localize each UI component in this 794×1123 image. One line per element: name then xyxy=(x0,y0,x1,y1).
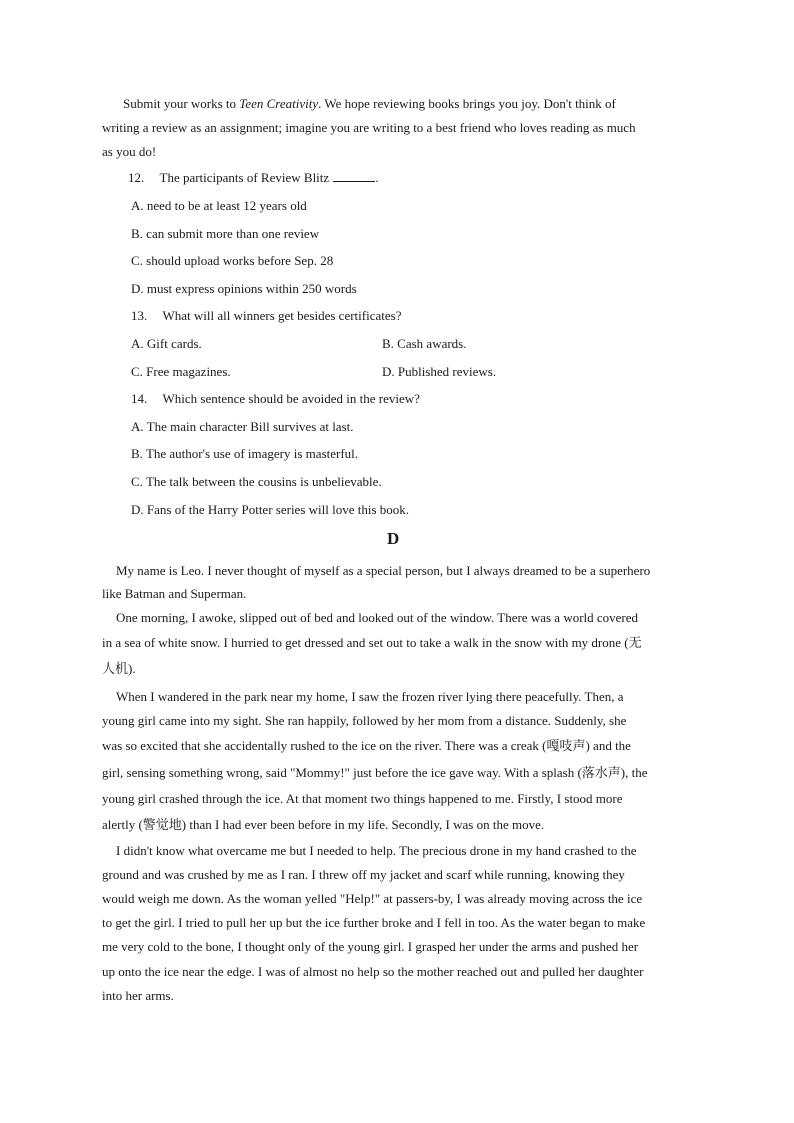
question-number: 13. xyxy=(131,308,148,323)
option-letter: B. xyxy=(131,226,143,241)
option-text: Published reviews. xyxy=(397,364,497,379)
option-text: Free magazines. xyxy=(146,364,231,379)
question-number: 14. xyxy=(131,391,148,406)
option-letter: A. xyxy=(131,198,144,213)
option-letter: D. xyxy=(131,281,144,296)
option-text: must express opinions within 250 words xyxy=(146,281,357,296)
question-end: . xyxy=(375,170,379,185)
option-letter: C. xyxy=(131,474,143,489)
option-13-b xyxy=(382,335,467,353)
question-12 xyxy=(128,169,378,187)
option-letter: A. xyxy=(131,336,144,351)
option-14-c xyxy=(131,473,382,491)
option-14-a xyxy=(131,418,354,436)
intro-text: Submit your works to xyxy=(123,96,240,111)
section-title: D xyxy=(387,529,400,548)
question-stem: What will all winners get besides certificates? xyxy=(162,308,402,323)
passage-line: into her arms. xyxy=(102,988,174,1003)
question-stem: Which sentence should be avoided in the review? xyxy=(162,391,420,406)
passage-line: girl, sensing something wrong, said "Mommy!" just before the ice gave way. With a splash (落水声), the xyxy=(102,765,648,780)
option-letter: D. xyxy=(382,364,395,379)
option-text: The main character Bill survives at last. xyxy=(146,419,354,434)
passage-line: was so excited that she accidentally rushed to the ice on the river. There was a creak (嘎吱声) and the xyxy=(102,738,631,753)
passage-line: me very cold to the bone, I thought only of the young girl. I grasped her under the arms and pushed her xyxy=(102,939,639,954)
option-13-c xyxy=(131,363,231,381)
passage-line: like Batman and Superman. xyxy=(102,586,247,601)
passage-line: 人机). xyxy=(102,661,136,676)
option-letter: B. xyxy=(131,446,143,461)
option-12-d xyxy=(131,280,357,298)
passage-line: alertly (警觉地) than I had ever been before in my life. Secondly, I was on the move. xyxy=(102,817,545,832)
intro-text: . We hope reviewing books brings you joy. Don't think of xyxy=(318,96,616,111)
option-letter: C. xyxy=(131,364,143,379)
passage-line: When I wandered in the park near my home, I saw the frozen river lying there peacefully. Then, a xyxy=(116,689,624,704)
option-text: should upload works before Sep. 28 xyxy=(146,253,334,268)
answer-blank xyxy=(333,169,375,182)
option-14-b xyxy=(131,445,358,463)
option-letter: A. xyxy=(131,419,144,434)
option-text: Cash awards. xyxy=(397,336,467,351)
passage-line: in a sea of white snow. I hurried to get dressed and set out to take a walk in the snow with my drone (无 xyxy=(102,635,642,650)
option-text: need to be at least 12 years old xyxy=(146,198,307,213)
option-text: can submit more than one review xyxy=(146,226,320,241)
option-13-a xyxy=(131,335,202,353)
passage-line: ground and was crushed by me as I ran. I threw off my jacket and scarf while running, knowing they xyxy=(102,867,625,882)
option-13-d xyxy=(382,363,496,381)
intro-line-3: as you do! xyxy=(102,144,157,159)
option-12-a xyxy=(131,197,307,215)
option-letter: B. xyxy=(382,336,394,351)
passage-line: My name is Leo. I never thought of myself as a special person, but I always dreamed to be a superhero xyxy=(116,563,651,578)
option-text: Fans of the Harry Potter series will love this book. xyxy=(146,502,410,517)
passage-line: young girl came into my sight. She ran happily, followed by her mom from a distance. Suddenly, she xyxy=(102,713,627,728)
passage-line: I didn't know what overcame me but I needed to help. The precious drone in my hand crashed to the xyxy=(116,843,637,858)
option-12-c xyxy=(131,252,333,270)
question-13 xyxy=(131,307,401,325)
passage-line: One morning, I awoke, slipped out of bed and looked out of the window. There was a world covered xyxy=(116,610,639,625)
passage-line: would weigh me down. As the woman yelled "Help!" at passers-by, I was already moving across the ice xyxy=(102,891,643,906)
question-number: 12. xyxy=(128,170,145,185)
question-14 xyxy=(131,390,420,408)
option-letter: D. xyxy=(131,502,144,517)
option-text: Gift cards. xyxy=(146,336,202,351)
intro-line-1 xyxy=(123,95,616,113)
option-14-d xyxy=(131,501,409,519)
passage-line: to get the girl. I tried to pull her up but the ice further broke and I fell in too. As the water began to make xyxy=(102,915,646,930)
question-stem: The participants of Review Blitz xyxy=(159,170,330,185)
option-text: The author's use of imagery is masterful. xyxy=(145,446,359,461)
option-letter: C. xyxy=(131,253,143,268)
option-text: The talk between the cousins is unbelievable. xyxy=(145,474,382,489)
passage-line: up onto the ice near the edge. I was of almost no help so the mother reached out and pulled her daughter xyxy=(102,964,644,979)
intro-line-2: writing a review as an assignment; imagine you are writing to a best friend who loves reading as much xyxy=(102,120,636,135)
option-12-b xyxy=(131,225,319,243)
magazine-name: Teen Creativity xyxy=(239,96,319,111)
passage-line: young girl crashed through the ice. At that moment two things happened to me. Firstly, I stood more xyxy=(102,791,623,806)
